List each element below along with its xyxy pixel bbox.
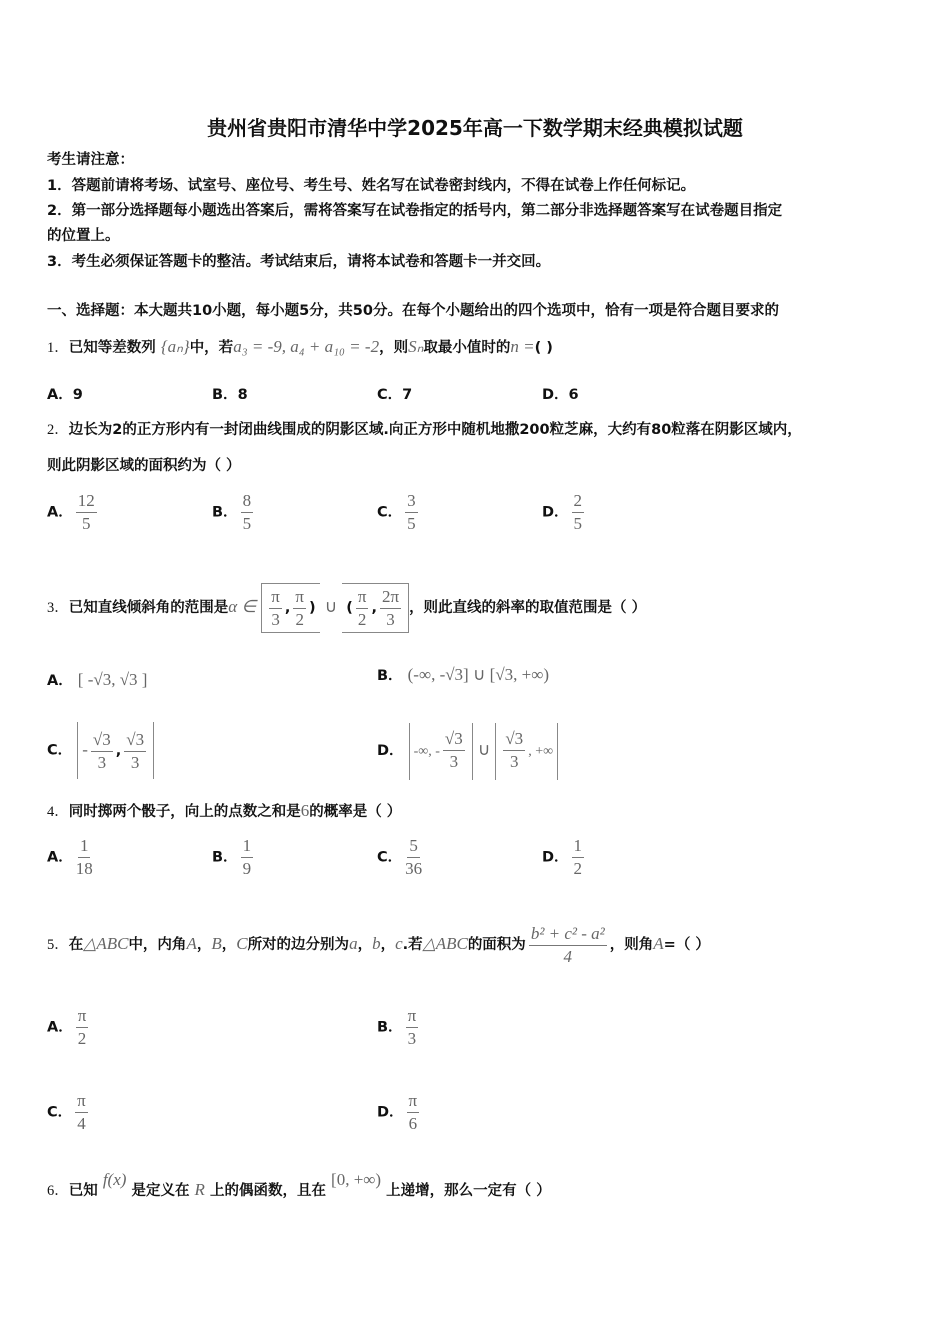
math: A	[186, 934, 197, 953]
option-label: B．	[377, 1019, 403, 1036]
option-c[interactable]	[377, 385, 412, 405]
math-part: 4	[77, 1114, 86, 1133]
option-b[interactable]	[212, 835, 256, 880]
math-part: ∪	[477, 740, 491, 759]
math: f(x)	[102, 1170, 127, 1189]
option-label: A．	[47, 504, 73, 521]
option-c[interactable]	[377, 490, 421, 535]
option-value: 8	[237, 387, 248, 403]
math-part: 2	[573, 859, 583, 878]
numerator: π	[269, 586, 282, 609]
question-1	[47, 337, 553, 358]
option-d[interactable]	[377, 1090, 422, 1135]
math: c	[395, 934, 403, 953]
question-6	[47, 1170, 551, 1201]
math-part: 6	[408, 1114, 418, 1133]
math-part: 2	[295, 609, 304, 629]
notice-heading: 考生请注意：	[47, 152, 134, 168]
text: 上递增，那么一定有（ ）	[386, 1183, 551, 1199]
math: △ABC	[422, 934, 468, 953]
question-number: 4．	[47, 804, 69, 820]
text: 已知等差数列	[68, 340, 156, 356]
math: △ABC	[83, 934, 129, 953]
option-label: C．	[377, 387, 403, 403]
math-part: 2	[77, 1029, 87, 1048]
math: C	[236, 934, 248, 953]
fraction	[407, 1090, 420, 1135]
option-c[interactable]	[47, 722, 154, 779]
math: Sₙ	[408, 337, 424, 356]
math-part	[356, 586, 369, 631]
math: [0, +∞)	[331, 1170, 382, 1189]
math-part: 3	[386, 609, 395, 629]
option-b[interactable]	[377, 1005, 421, 1050]
numerator: 12	[76, 490, 97, 513]
math-part: 4	[563, 946, 573, 966]
fraction	[406, 1005, 419, 1050]
question-number: 5．	[47, 937, 69, 953]
math: {aₙ}	[160, 337, 190, 356]
option-value: (-∞, -√3] ∪ [√3, +∞)	[407, 665, 550, 684]
math-part: 3	[449, 752, 459, 771]
option-b[interactable]	[212, 385, 248, 405]
option-d[interactable]	[542, 490, 587, 535]
option-label: B．	[212, 504, 238, 521]
math-part: 18	[75, 859, 93, 878]
math-part: 5	[242, 514, 252, 533]
math-part	[293, 586, 306, 631]
question-number: 6．	[47, 1183, 69, 1199]
numerator: π	[406, 1005, 419, 1028]
question-4	[47, 801, 401, 822]
question-3	[47, 583, 646, 633]
option-value: 9	[72, 387, 83, 403]
text: ，则角	[609, 937, 654, 953]
numerator: 1	[241, 835, 254, 858]
fraction	[241, 835, 254, 880]
fraction	[76, 835, 93, 880]
union-symbol: ∪	[324, 597, 338, 616]
fraction	[241, 490, 254, 535]
question-2-cont: 则此阴影区域的面积约为（ ）	[47, 458, 241, 474]
text: 中，若	[189, 340, 234, 356]
option-label: C．	[47, 1104, 73, 1121]
numerator: π	[356, 586, 369, 609]
text: ，	[221, 937, 237, 953]
option-label: A．	[47, 1019, 73, 1036]
numerator: 5	[407, 835, 420, 858]
text: 已知	[68, 1183, 98, 1199]
math: A	[653, 934, 664, 953]
math: 6	[300, 801, 310, 820]
option-value	[409, 723, 473, 780]
math-part: 2	[357, 609, 367, 629]
option-label: D．	[377, 1104, 404, 1121]
option-a[interactable]	[47, 670, 147, 691]
numerator: 1	[78, 835, 91, 858]
option-label: C．	[47, 742, 73, 759]
option-value: - $\frac{√3}{3}$ , $\frac{√3}{3}$	[77, 722, 154, 779]
option-label: D．	[542, 849, 569, 866]
page-title: 贵州省贵阳市清华中学2025年高一下数学期末经典模拟试题	[207, 116, 743, 140]
option-label: B．	[377, 668, 403, 684]
text: 是定义在	[131, 1183, 190, 1199]
text: .若	[402, 937, 423, 953]
option-label: C．	[377, 849, 403, 866]
text: ，则	[379, 340, 409, 356]
interval: ( $\frac{\pi}{2}$ , $\frac{2\pi}{3}$	[342, 583, 409, 633]
numerator: π	[75, 1090, 88, 1113]
fraction	[529, 923, 607, 968]
text: ，	[196, 937, 212, 953]
option-d[interactable]	[542, 835, 587, 880]
option-c[interactable]	[377, 835, 425, 880]
numerator: 2π	[380, 586, 401, 609]
option-label: D．	[542, 387, 569, 403]
text: ( )	[534, 340, 553, 356]
math-part: 3	[271, 609, 280, 629]
notice-item: 3．考生必须保证答题卡的整洁。考试结束后，请将本试卷和答题卡一并交回。	[47, 254, 551, 270]
question-number: 2．	[47, 422, 69, 438]
math: a	[349, 934, 358, 953]
text: ，则此直线的斜率的取值范围是（ ）	[409, 600, 647, 616]
option-label: C．	[377, 504, 403, 521]
numerator: √3	[443, 728, 465, 751]
option-a[interactable]	[47, 385, 83, 405]
option-d[interactable]	[377, 722, 558, 780]
fraction	[572, 490, 585, 535]
text: 在	[68, 937, 84, 953]
option-label: A．	[47, 387, 73, 403]
numerator: √3	[503, 728, 525, 751]
option-label: B．	[212, 849, 238, 866]
option-value-2	[495, 723, 558, 780]
math-part	[124, 729, 146, 774]
option-label: D．	[542, 504, 569, 521]
math-part: 3	[407, 1029, 417, 1048]
option-a[interactable]	[47, 1005, 91, 1050]
section-heading: 一、选择题：本大题共10小题，每小题5分，共50分。在每个小题给出的四个选项中，恰有一项是符合题目要求的	[47, 303, 779, 319]
numerator: π	[407, 1090, 420, 1113]
option-c[interactable]	[47, 1090, 91, 1135]
text: 边长为2的正方形内有一封闭曲线围成的阴影区域.向正方形中随机地撒200粒芝麻，大约有80粒落在阴影区域内，	[68, 422, 802, 438]
math: n =	[510, 337, 535, 356]
math-part	[503, 728, 525, 773]
fraction	[572, 835, 585, 880]
question-5	[47, 920, 710, 969]
math-part: 5	[407, 514, 416, 533]
text: 已知直线倾斜角的范围是	[68, 600, 229, 616]
option-a[interactable]	[47, 490, 100, 535]
fraction	[76, 1005, 89, 1050]
text: 上的偶函数，且在	[209, 1183, 326, 1199]
math: α ∈	[228, 597, 257, 616]
math-part: 5	[81, 514, 91, 533]
text: ，	[357, 937, 373, 953]
math-part	[443, 728, 465, 773]
notice-item: 的位置上。	[47, 228, 120, 244]
numerator: 1	[572, 835, 585, 858]
numerator: b² + c² - a²	[529, 923, 607, 946]
math-part	[269, 586, 282, 631]
numerator: √3	[124, 729, 146, 752]
text: 的面积为	[467, 937, 526, 953]
question-2	[47, 420, 802, 440]
math-part: 36	[405, 859, 423, 878]
question-number: 1．	[47, 340, 69, 356]
numerator: √3	[91, 729, 113, 752]
text: 所对的边分别为	[247, 937, 350, 953]
option-b[interactable]	[377, 665, 549, 686]
option-value: [ -√3, √3 ]	[77, 670, 148, 689]
fraction	[405, 490, 418, 535]
math-part: 5	[573, 514, 583, 533]
option-a[interactable]	[47, 835, 96, 880]
text: 中，内角	[128, 937, 187, 953]
option-label: A．	[47, 849, 73, 866]
math-part: 3	[510, 752, 519, 771]
text: ，	[380, 937, 396, 953]
fraction	[405, 835, 422, 880]
text: =（ ）	[663, 937, 710, 953]
numerator: 8	[241, 490, 254, 513]
notice-item: 1．答题前请将考场、试室号、座位号、考生号、姓名写在试卷密封线内，不得在试卷上作任何标记。	[47, 178, 696, 194]
text: 同时掷两个骰子，向上的点数之和是	[68, 804, 301, 820]
numerator: 3	[405, 490, 418, 513]
math-part	[91, 729, 113, 774]
numerator: 2	[572, 490, 585, 513]
option-label: B．	[212, 387, 238, 403]
text: 的概率是（ ）	[309, 804, 402, 820]
math-part: 9	[242, 859, 252, 878]
numerator: π	[293, 586, 306, 609]
option-value: 6	[568, 387, 579, 403]
fraction	[75, 1090, 88, 1135]
numerator: π	[76, 1005, 89, 1028]
option-d[interactable]	[542, 385, 579, 405]
option-value: 7	[402, 387, 413, 403]
math-part	[380, 586, 401, 631]
fraction	[76, 490, 97, 535]
question-number: 3．	[47, 600, 69, 616]
math-part: 3	[97, 752, 107, 772]
math-part: 3	[130, 752, 140, 772]
math: b	[372, 934, 381, 953]
math: a₃ = -9, a₄ + a₁₀ = -2	[233, 337, 380, 356]
option-b[interactable]	[212, 490, 256, 535]
notice-item: 2．第一部分选择题每小题选出答案后，需将答案写在试卷指定的括号内，第二部分非选择题答案写在试卷题目指定	[47, 203, 783, 219]
math-part: , +∞	[528, 743, 554, 759]
math-part: -∞, -	[413, 743, 440, 759]
math: B	[211, 934, 222, 953]
option-label: D．	[377, 743, 404, 759]
text: 取最小值时的	[423, 340, 511, 356]
math-part: -	[82, 740, 88, 759]
option-label: A．	[47, 673, 73, 689]
math: R	[194, 1180, 205, 1199]
interval: $\frac{\pi}{3}$ , $\frac{\pi}{2}$ )	[261, 583, 319, 633]
